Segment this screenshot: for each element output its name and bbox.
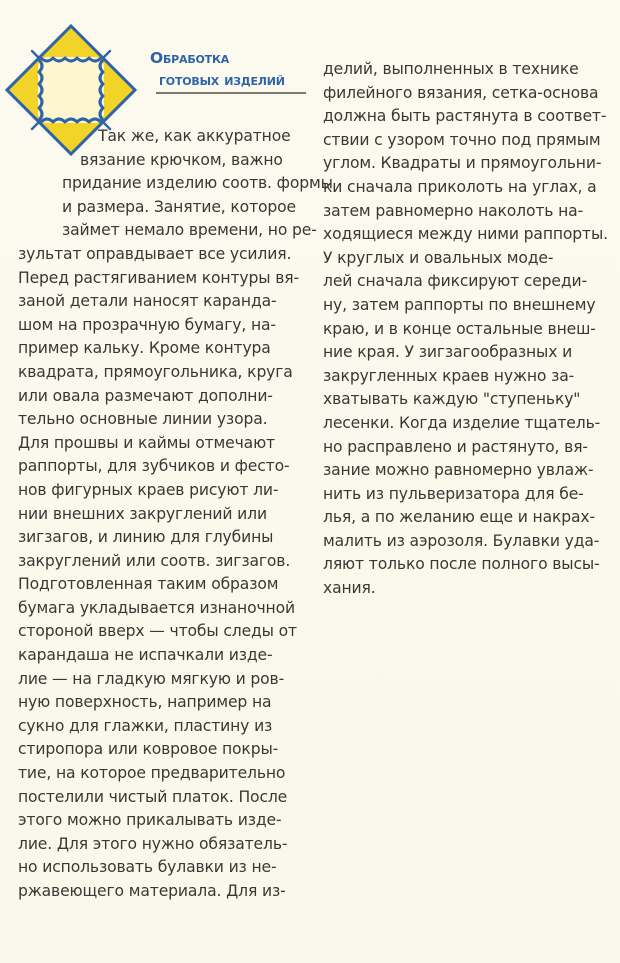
right-text-column: [323, 58, 613, 601]
text-line: Для прошвы и каймы отмечают: [18, 433, 275, 452]
text-line: тие, на которое предварительно: [18, 764, 286, 783]
text-line: хания.: [323, 579, 376, 598]
text-line: постелили чистый платок. После: [18, 787, 288, 806]
text-line: стиропора или ковровое покры-: [18, 740, 279, 759]
text-line: Так же, как аккуратное: [98, 127, 291, 145]
text-line: ную поверхность, например на: [18, 693, 272, 712]
text-line: займет немало времени, но ре-: [62, 221, 317, 240]
text-line: стороной вверх — чтобы следы от: [18, 622, 297, 641]
text-line: лесенки. Когда изделие тщатель-: [323, 413, 601, 432]
text-line: шом на прозрачную бумагу, на-: [18, 315, 276, 334]
text-line: ржавеющего материала. Для из-: [18, 882, 286, 900]
text-line: нии внешних закруглений или: [18, 504, 267, 523]
text-line: ствии с узором точно под прямым: [323, 130, 601, 149]
heading-line-2: готовых изделий: [159, 71, 285, 89]
text-line: закруглений или соотв. зигзагов.: [18, 551, 291, 570]
text-line: делий, выполненных в технике: [323, 60, 579, 78]
text-line: малить из аэрозоля. Булавки уда-: [323, 531, 600, 550]
text-line: зание можно равномерно увлаж-: [323, 461, 594, 480]
text-line: Перед растягиванием контуры вя-: [18, 268, 299, 287]
text-line: квадрата, прямоугольника, круга: [18, 362, 293, 381]
text-line: должна быть растянута в соответ-: [323, 107, 607, 126]
text-line: лие — на гладкую мягкую и ров-: [18, 669, 285, 688]
text-line: закругленных краев нужно за-: [323, 366, 575, 385]
text-line: ну, затем раппорты по внешнему: [323, 295, 596, 314]
section-heading: [150, 47, 310, 91]
text-line: ние края. У зигзагообразных и: [323, 343, 573, 362]
text-line: пример кальку. Кроме контура: [18, 339, 271, 358]
text-line: зультат оправдывает все усилия.: [18, 244, 292, 263]
text-line: этого можно прикалывать изде-: [18, 811, 282, 830]
text-line: сукно для глажки, пластину из: [18, 716, 273, 735]
text-line: У круглых и овальных моде-: [323, 248, 554, 267]
text-line: филейного вязания, сетка-основа: [323, 83, 599, 102]
text-line: нов фигурных краев рисуют ли-: [18, 480, 279, 499]
left-text-column: [18, 125, 333, 904]
text-line: ки сначала приколоть на углах, а: [323, 177, 597, 196]
text-line: раппорты, для зубчиков и фесто-: [18, 457, 290, 476]
text-line: краю, и в конце остальные внеш-: [323, 319, 596, 338]
text-line: ляют только после полного высы-: [323, 555, 600, 574]
text-line: Подготовленная таким образом: [18, 575, 279, 594]
text-line: лие. Для этого нужно обязатель-: [18, 834, 288, 853]
text-line: лей сначала фиксируют середи-: [323, 272, 587, 291]
text-line: или овала размечают дополни-: [18, 386, 273, 405]
heading-underline: [156, 92, 306, 94]
text-line: хватывать каждую "ступеньку": [323, 390, 581, 409]
text-line: тельно основные линии узора.: [18, 410, 268, 429]
text-line: но расправлено и растянуто, вя-: [323, 437, 588, 456]
text-line: бумага укладывается изнаночной: [18, 598, 295, 617]
text-line: затем равномерно наколоть на-: [323, 201, 584, 220]
text-line: заной детали наносят карандa-: [18, 292, 277, 311]
text-line: нить из пульверизатора для бе-: [323, 484, 584, 503]
text-line: углом. Квадраты и прямоугольни-: [323, 154, 602, 173]
text-line: но использовать булавки из не-: [18, 858, 277, 877]
text-line: вязание крючком, важно: [80, 150, 283, 169]
text-line: лья, а по желанию еще и накрах-: [323, 508, 595, 527]
heading-line-1: Обработка: [150, 49, 230, 67]
text-line: карандаша не испачкали изде-: [18, 646, 273, 665]
text-line: зигзагов, и линию для глубины: [18, 528, 274, 547]
text-line: и размера. Занятие, которое: [62, 197, 296, 216]
text-line: придание изделию соотв. формы: [62, 174, 333, 193]
text-line: ходящиеся между ними раппорты.: [323, 225, 608, 244]
